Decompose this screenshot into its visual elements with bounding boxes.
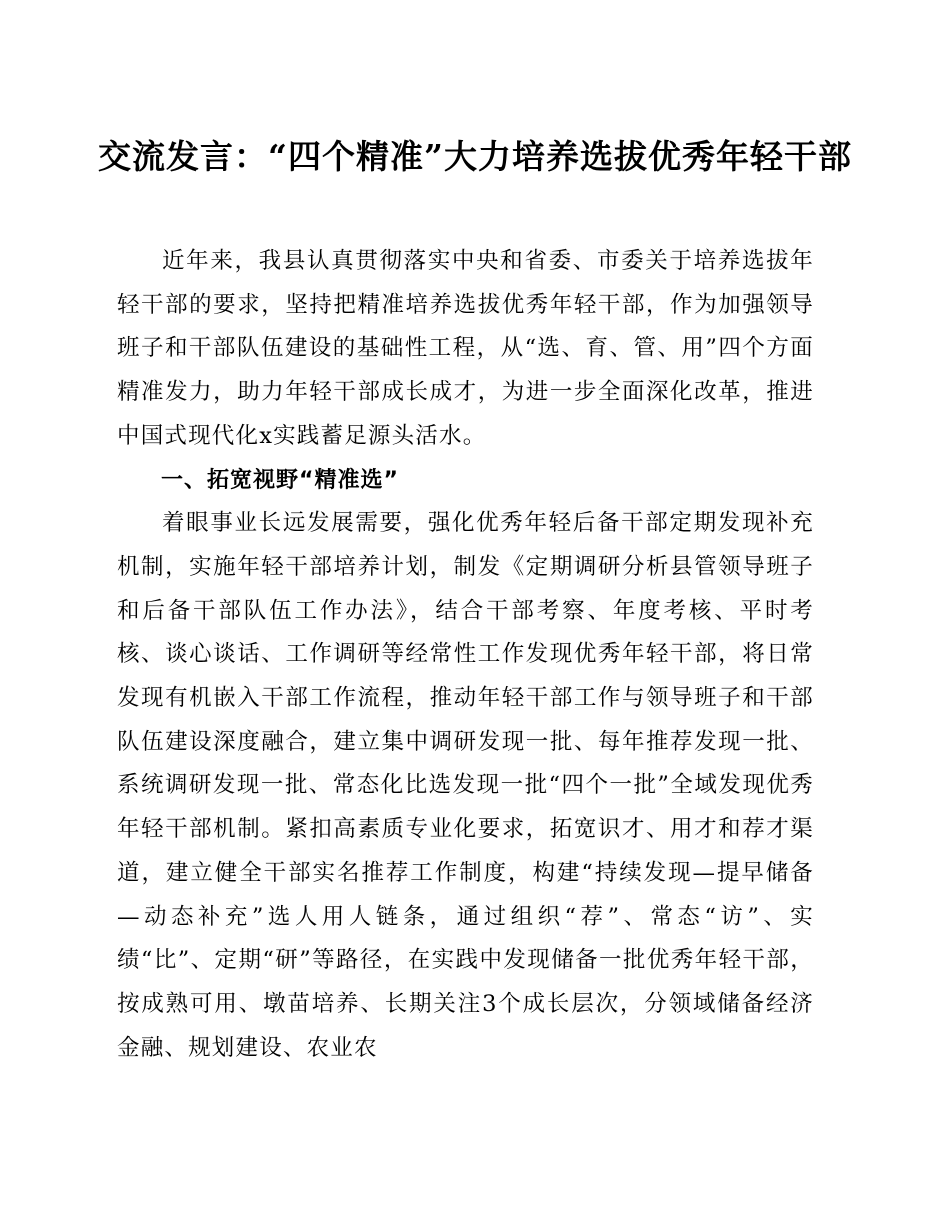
intro-paragraph: 近年来，我县认真贯彻落实中央和省委、市委关于培养选拔年轻干部的要求，坚持把精准培养选拔优秀年轻干部，作为加强领导班子和干部队伍建设的基础性工程，从“选、育、管、用”四个方面精准发力，助力年轻干部成长成才，为进一步全面深化改革，推进中国式现代化x实践蓄足源头活水。: [117, 248, 814, 449]
document-body: [117, 240, 814, 1070]
section-1-paragraph: 着眼事业长远发展需要，强化优秀年轻后备干部定期发现补充机制，实施年轻干部培养计划，制发《定期调研分析县管领导班子和后备干部队伍工作办法》，结合干部考察、年度考核、平时考核、谈心谈话、工作调研等经常性工作发现优秀年轻干部，将日常发现有机嵌入干部工作流程，推动年轻干部工作与领导班子和干部队伍建设深度融合，建立集中调研发现一批、每年推荐发现一批、系统调研发现一批、常态化比选发现一批“四个一批”全域发现优秀年轻干部机制。紧扣高素质专业化要求，拓宽识才、用才和荐才渠道，建立健全干部实名推荐工作制度，构建“持续发现—提早储备—动态补充”选人用人链条，通过组织“荐”、常态“访”、实绩“比”、定期“研”等路径，在实践中发现储备一批优秀年轻干部，按成熟可用、墩苗培养、长期关注3个成长层次，分领域储备经济金融、规划建设、农业农: [117, 510, 814, 1061]
section-heading-1: 一、拓宽视野“精准选”: [161, 467, 399, 493]
document-title: 交流发言：“四个精准”大力培养选拔优秀年轻干部: [98, 137, 852, 176]
